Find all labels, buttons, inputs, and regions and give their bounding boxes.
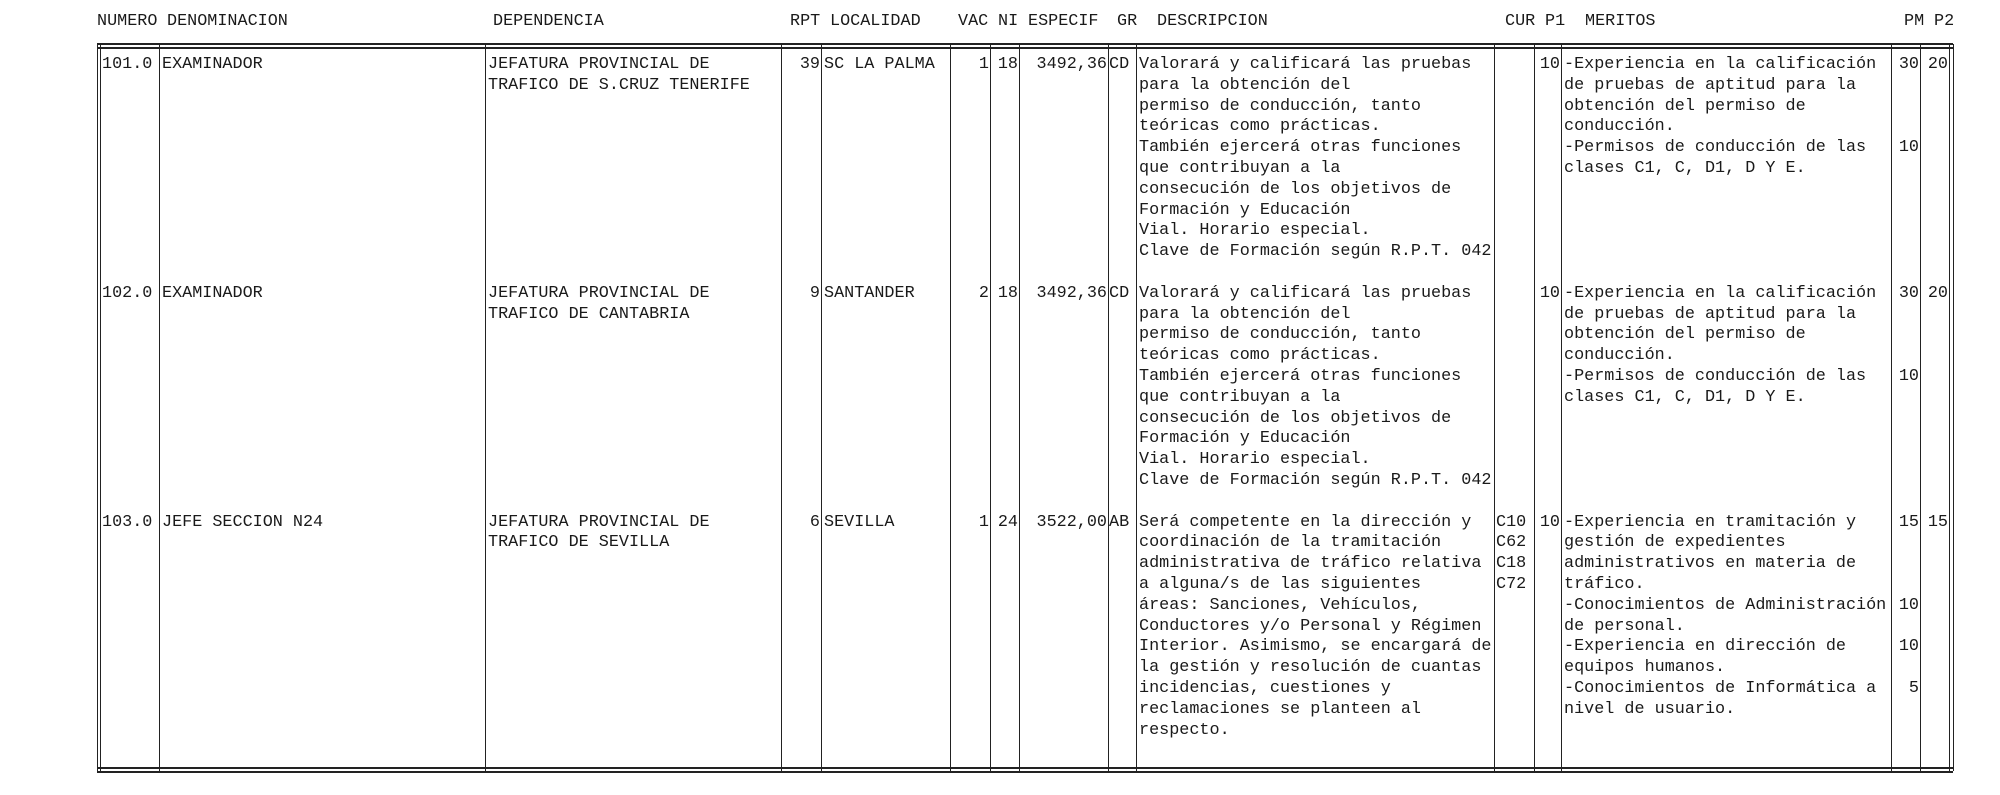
numero-line: 102.0	[102, 283, 153, 303]
meritos-line: -Conocimientos de Administración	[1564, 595, 1887, 615]
dependencia-line: TRAFICO DE CANTABRIA	[488, 304, 690, 324]
pm-line	[1892, 617, 1919, 638]
meritos-line: obtención del permiso de	[1564, 96, 1806, 116]
meritos-line: nivel de usuario.	[1564, 699, 1736, 719]
cell-localidad	[824, 55, 948, 76]
descripcion-line: consecución de los objetivos de	[1139, 179, 1452, 199]
rpt-line: 6	[809, 512, 820, 532]
cell-numero	[102, 513, 159, 534]
dependencia-line: TRAFICO DE SEVILLA	[488, 533, 670, 553]
descripcion-line: Conductores y/o Personal y Régimen	[1139, 616, 1482, 636]
pm-line: 30	[1898, 55, 1919, 74]
cell-pm	[1892, 284, 1919, 388]
pm-line	[1892, 117, 1919, 138]
denominacion-line: EXAMINADOR	[162, 283, 263, 303]
cell-rpt	[782, 513, 820, 534]
cell-ni	[991, 513, 1018, 534]
meritos-line: conducción.	[1564, 346, 1675, 366]
meritos-line: de personal.	[1564, 616, 1685, 636]
numero-line: 101.0	[102, 55, 153, 74]
cell-pm	[1892, 513, 1919, 700]
descripcion-line: Valorará y calificará las pruebas	[1139, 283, 1472, 303]
cell-descripcion	[1139, 513, 1493, 742]
cell-localidad	[824, 284, 948, 305]
cell-localidad	[824, 513, 948, 534]
meritos-line: -Experiencia en la calificación	[1564, 283, 1877, 303]
pm-line: 15	[1898, 512, 1919, 532]
rpt-line: 39	[799, 55, 820, 74]
meritos-line: de pruebas de aptitud para la	[1564, 75, 1857, 95]
descripcion-line: permiso de conducción, tanto	[1139, 96, 1421, 116]
cell-especif	[1020, 55, 1107, 76]
header-vac: VAC	[958, 12, 989, 31]
meritos-line: de pruebas de aptitud para la	[1564, 304, 1857, 324]
cell-meritos	[1564, 513, 1890, 721]
cell-p2	[1921, 284, 1948, 305]
meritos-line: equipos humanos.	[1564, 658, 1726, 678]
p2-line: 15	[1927, 512, 1948, 532]
descripcion-line: Valorará y calificará las pruebas	[1139, 55, 1472, 74]
localidad-line: SC LA PALMA	[824, 55, 935, 74]
rpt-line: 9	[809, 283, 820, 303]
cell-denominacion	[162, 513, 482, 534]
ni-line: 18	[997, 55, 1018, 74]
cell-p2	[1921, 55, 1948, 76]
cell-descripcion	[1139, 55, 1493, 263]
cell-gr	[1109, 55, 1135, 76]
meritos-line: conducción.	[1564, 117, 1675, 137]
meritos-line: clases C1, C, D1, D Y E.	[1564, 158, 1806, 178]
descripcion-line: teóricas como prácticas.	[1139, 346, 1381, 366]
especif-line: 3492,36	[1036, 283, 1107, 303]
descripcion-line: teóricas como prácticas.	[1139, 117, 1381, 137]
dependencia-line: TRAFICO DE S.CRUZ TENERIFE	[488, 75, 750, 95]
dependencia-line: JEFATURA PROVINCIAL DE	[488, 283, 710, 303]
descripcion-line: También ejercerá otras funciones	[1139, 366, 1462, 386]
cell-cur	[1496, 513, 1533, 596]
header-localidad: LOCALIDAD	[830, 12, 921, 31]
pm-line	[1892, 658, 1919, 679]
header-gr: GR	[1117, 12, 1138, 31]
top-border-inner	[97, 47, 1953, 49]
header-pm: PM	[1904, 12, 1925, 31]
header-p1: P1	[1545, 12, 1566, 31]
descripcion-line: Vial. Horario especial.	[1139, 221, 1371, 241]
cell-dependencia	[488, 55, 778, 97]
cell-dependencia	[488, 513, 778, 555]
meritos-line: -Experiencia en tramitación y	[1564, 512, 1857, 532]
cell-meritos	[1564, 55, 1890, 180]
cell-vac	[951, 513, 989, 534]
numero-line: 103.0	[102, 512, 153, 532]
p2-line: 20	[1927, 55, 1948, 74]
pm-line	[1892, 305, 1919, 326]
vac-line: 1	[978, 512, 989, 532]
pm-line	[1892, 575, 1919, 596]
descripcion-line: Formación y Educación	[1139, 429, 1351, 449]
cell-p1	[1535, 55, 1560, 76]
ni-line: 18	[997, 283, 1018, 303]
table-row	[0, 513, 2000, 763]
header-dependencia: DEPENDENCIA	[493, 12, 604, 31]
cell-descripcion	[1139, 284, 1493, 492]
descripcion-line: respecto.	[1139, 720, 1230, 740]
p1-line: 10	[1539, 55, 1560, 74]
vac-line: 2	[978, 283, 989, 303]
pm-line: 10	[1898, 637, 1919, 657]
ni-line: 24	[997, 512, 1018, 532]
pm-line	[1892, 76, 1919, 97]
cell-denominacion	[162, 55, 482, 76]
cell-ni	[991, 284, 1018, 305]
header-meritos: MERITOS	[1585, 12, 1656, 31]
descripcion-line: para la obtención del	[1139, 304, 1351, 324]
descripcion-line: que contribuyan a la	[1139, 158, 1341, 178]
meritos-line: gestión de expedientes	[1564, 533, 1786, 553]
vac-line: 1	[978, 55, 989, 74]
descripcion-line: incidencias, cuestiones y	[1139, 678, 1391, 698]
descripcion-line: Interior. Asimismo, se encargará de	[1139, 637, 1492, 657]
denominacion-line: EXAMINADOR	[162, 55, 263, 74]
descripcion-line: Clave de Formación según R.P.T. 042	[1139, 470, 1492, 490]
cell-p1	[1535, 513, 1560, 534]
cell-especif	[1020, 284, 1107, 305]
descripcion-line: reclamaciones se planteen al	[1139, 699, 1421, 719]
especif-line: 3492,36	[1036, 55, 1107, 74]
top-border	[97, 43, 1953, 45]
gr-line: AB	[1109, 512, 1130, 532]
descripcion-line: Formación y Educación	[1139, 200, 1351, 220]
header-cur: CUR	[1505, 12, 1536, 31]
meritos-line: -Experiencia en dirección de	[1564, 637, 1846, 657]
pm-line: 10	[1898, 366, 1919, 386]
cell-gr	[1109, 513, 1135, 534]
cur-line: C18	[1496, 554, 1527, 574]
descripcion-line: Clave de Formación según R.P.T. 042	[1139, 242, 1492, 262]
cell-rpt	[782, 55, 820, 76]
pm-line	[1892, 97, 1919, 118]
header-descripcion: DESCRIPCION	[1157, 12, 1268, 31]
pm-line: 5	[1908, 678, 1919, 698]
descripcion-line: También ejercerá otras funciones	[1139, 138, 1462, 158]
cell-numero	[102, 284, 159, 305]
pm-line: 10	[1898, 138, 1919, 158]
localidad-line: SEVILLA	[824, 512, 895, 532]
descripcion-line: a alguna/s de las siguientes	[1139, 574, 1421, 594]
meritos-line: administrativos en materia de	[1564, 554, 1857, 574]
p1-line: 10	[1539, 512, 1560, 532]
meritos-line: -Permisos de conducción de las	[1564, 366, 1867, 386]
descripcion-line: permiso de conducción, tanto	[1139, 325, 1421, 345]
bottom-border-inner	[97, 767, 1953, 769]
cell-vac	[951, 284, 989, 305]
header-rpt: RPT	[790, 12, 821, 31]
descripcion-line: para la obtención del	[1139, 75, 1351, 95]
localidad-line: SANTANDER	[824, 283, 915, 303]
p2-line: 20	[1927, 283, 1948, 303]
cell-numero	[102, 55, 159, 76]
cell-pm	[1892, 55, 1919, 159]
especif-line: 3522,00	[1036, 512, 1107, 532]
cell-dependencia	[488, 284, 778, 326]
descripcion-line: Vial. Horario especial.	[1139, 450, 1371, 470]
header-ni: NI	[998, 12, 1019, 31]
pm-line: 30	[1898, 283, 1919, 303]
pm-line	[1892, 346, 1919, 367]
pm-line	[1892, 533, 1919, 554]
cell-especif	[1020, 513, 1107, 534]
meritos-line: tráfico.	[1564, 574, 1645, 594]
pm-line	[1892, 554, 1919, 575]
cell-p1	[1535, 284, 1560, 305]
descripcion-line: que contribuyan a la	[1139, 387, 1341, 407]
header-p2: P2	[1934, 12, 1955, 31]
descripcion-line: consecución de los objetivos de	[1139, 408, 1452, 428]
cur-line: C62	[1496, 533, 1527, 553]
cur-line: C10	[1496, 512, 1527, 532]
meritos-line: clases C1, C, D1, D Y E.	[1564, 387, 1806, 407]
cell-gr	[1109, 284, 1135, 305]
pm-line: 10	[1898, 595, 1919, 615]
header-numero: NUMERO	[97, 12, 158, 31]
meritos-line: -Permisos de conducción de las	[1564, 138, 1867, 158]
descripcion-line: coordinación de la tramitación	[1139, 533, 1442, 553]
cur-line: C72	[1496, 574, 1527, 594]
cell-rpt	[782, 284, 820, 305]
meritos-line: -Experiencia en la calificación	[1564, 55, 1877, 74]
gr-line: CD	[1109, 55, 1130, 74]
cell-meritos	[1564, 284, 1890, 409]
header-denominacion: DENOMINACION	[167, 12, 288, 31]
cell-ni	[991, 55, 1018, 76]
meritos-line: -Conocimientos de Informática a	[1564, 678, 1877, 698]
gr-line: CD	[1109, 283, 1130, 303]
bottom-border	[97, 771, 1953, 773]
cell-p2	[1921, 513, 1948, 534]
descripcion-line: Será competente en la dirección y	[1139, 512, 1472, 532]
descripcion-line: administrativa de tráfico relativa	[1139, 554, 1482, 574]
cell-vac	[951, 55, 989, 76]
table-row	[0, 284, 2000, 513]
denominacion-line: JEFE SECCION N24	[162, 512, 324, 532]
table-row	[0, 55, 2000, 284]
dependencia-line: JEFATURA PROVINCIAL DE	[488, 55, 710, 74]
descripcion-line: la gestión y resolución de cuantas	[1139, 658, 1482, 678]
dependencia-line: JEFATURA PROVINCIAL DE	[488, 512, 710, 532]
p1-line: 10	[1539, 283, 1560, 303]
header-especif: ESPECIF	[1028, 12, 1099, 31]
pm-line	[1892, 325, 1919, 346]
meritos-line: obtención del permiso de	[1564, 325, 1806, 345]
descripcion-line: áreas: Sanciones, Vehículos,	[1139, 595, 1421, 615]
cell-denominacion	[162, 284, 482, 305]
